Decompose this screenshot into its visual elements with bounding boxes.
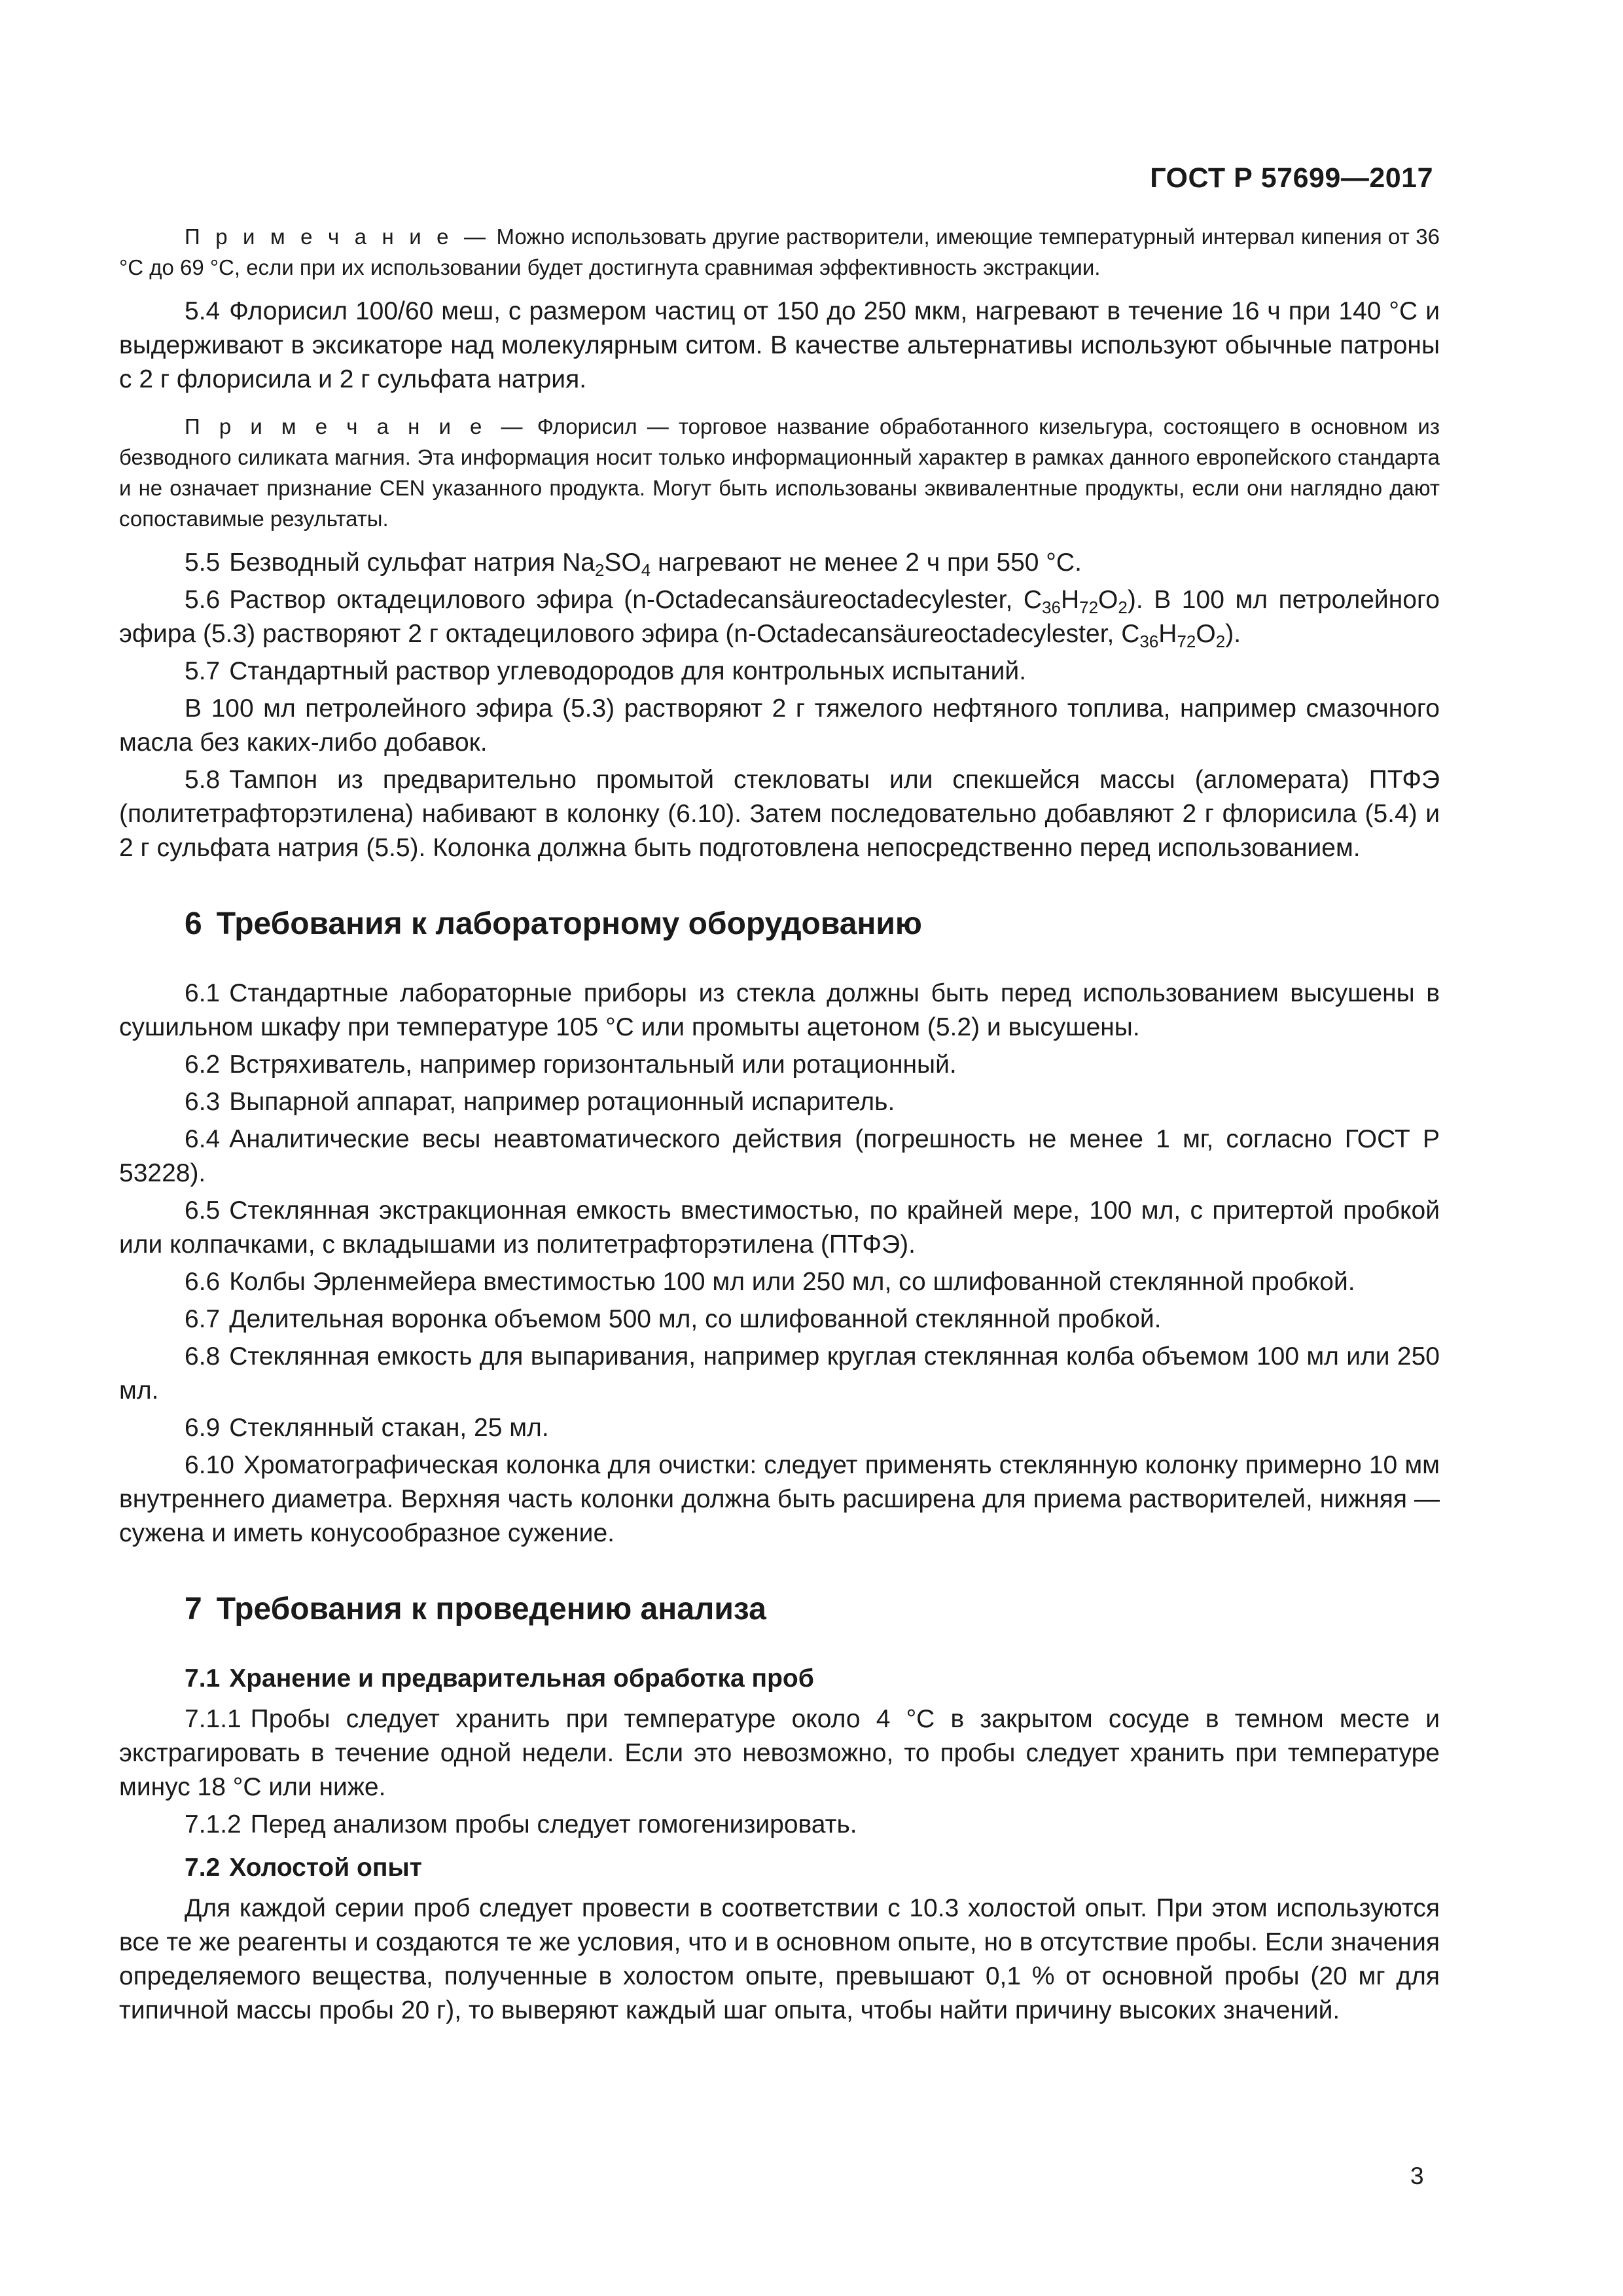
clause-text: ). В 100 мл петролейного эфира (5.3) растворяют 2 г октадецилового эфира (n-Octadecansäureoctadecylester, C <box>119 586 1440 648</box>
subscript: 36 <box>1139 632 1159 651</box>
section-title: Требования к проведению анализа <box>216 1592 766 1626</box>
clause-text: Перед анализом пробы следует гомогенизировать. <box>250 1810 857 1839</box>
subsection-7-1-heading <box>119 1662 1440 1696</box>
subsection-title: Холостой опыт <box>229 1854 422 1882</box>
subsection-title: Хранение и предварительная обработка проб <box>229 1664 814 1693</box>
clause-5-6 <box>119 583 1440 651</box>
note-text: Флорисил — торговое название обработанного кизельгура, состоящего в основном из безводного силиката магния. Эта информация носит только информационный характер в рамках данного европейского стандарта и не означает признание CEN указанного продукта. Могут быть использованы эквивалентные продукты, если они наглядно дают сопоставимые результаты. <box>119 414 1440 531</box>
subscript: 4 <box>641 560 651 580</box>
page-number: 3 <box>1410 2162 1424 2189</box>
note-solvents <box>119 221 1440 283</box>
note-florisil <box>119 411 1440 534</box>
note-text: Можно использовать другие растворители, имеющие температурный интервал кипения от 36 °C до 69 °C, если при их использовании будет достигнута сравнимая эффективность экстракции. <box>119 224 1440 279</box>
note-label: П р и м е ч а н и е — <box>185 414 527 439</box>
clause-text: Раствор октадецилового эфира (n-Octadecansäureoctadecylester, C <box>229 586 1043 614</box>
clause-6-2 <box>119 1048 1440 1082</box>
clause-text: Стеклянный стакан, 25 мл. <box>229 1414 549 1442</box>
clause-text: O <box>1098 586 1118 614</box>
clause-text: Выпарной аппарат, например ротационный испаритель. <box>229 1088 895 1116</box>
clause-text: Аналитические весы неавтоматического действия (погрешность не менее 1 мг, согласно ГОСТ Р 53228). <box>119 1125 1440 1187</box>
clause-number: 6.1 <box>185 979 221 1007</box>
section-title: Требования к лабораторному оборудованию <box>216 906 922 941</box>
subscript: 36 <box>1042 598 1061 617</box>
clause-6-3 <box>119 1085 1440 1119</box>
clause-number: 5.5 <box>185 548 221 577</box>
clause-5-8 <box>119 763 1440 865</box>
section-number: 6 <box>185 906 202 941</box>
clause-text: Встряхиватель, например горизонтальный или ротационный. <box>229 1050 957 1079</box>
subscript: 72 <box>1079 598 1099 617</box>
clause-7-1-1 <box>119 1702 1440 1804</box>
clause-6-5 <box>119 1194 1440 1262</box>
clause-5-5 <box>119 546 1440 580</box>
subscript: 72 <box>1177 632 1196 651</box>
clause-6-4 <box>119 1122 1440 1191</box>
subsection-7-2-heading <box>119 1851 1440 1885</box>
clause-7-2-body: Для каждой серии проб следует провести в соответствии с 10.3 холостой опыт. При этом используются все те же реагенты и создаются те же условия, что и в основном опыте, но в отсутствие пробы. Если значения определяемого вещества, полученные в холостом опыте, превышают 0,1 % от основной пробы (20 мг для типичной массы пробы 20 г), то выверяют каждый шаг опыта, чтобы найти причину высоких значений. <box>119 1894 1440 2024</box>
clause-text: Стандартные лабораторные приборы из стекла должны быть перед использованием высушены в сушильном шкафу при температуре 105 °C или промыты ацетоном (5.2) и высушены. <box>119 979 1440 1041</box>
clause-text: Стеклянная емкость для выпаривания, например круглая стеклянная колба объемом 100 мл или 250 мл. <box>119 1342 1440 1405</box>
subscript: 2 <box>1118 598 1128 617</box>
clause-text: Безводный сульфат натрия Na <box>229 548 595 577</box>
clause-number: 5.6 <box>185 586 221 614</box>
clause-6-6 <box>119 1265 1440 1299</box>
clause-6-1 <box>119 977 1440 1045</box>
section-6-heading <box>119 905 1440 944</box>
clause-text: Стандартный раствор углеводородов для контрольных испытаний. <box>229 657 1027 685</box>
clause-text: Флорисил 100/60 меш, с размером частиц от 150 до 250 мкм, нагревают в течение 16 ч при 140 °C и выдерживают в эксикаторе над молекулярным ситом. В качестве альтернативы используют обычные патроны с 2 г флорисила и 2 г сульфата натрия. <box>119 297 1440 393</box>
clause-number: 6.6 <box>185 1268 221 1296</box>
clause-text: ). <box>1225 620 1241 648</box>
subsection-number: 7.1 <box>185 1664 221 1693</box>
clause-number: 5.4 <box>185 297 221 325</box>
clause-number: 6.5 <box>185 1196 221 1225</box>
section-6-list <box>119 977 1440 1551</box>
clause-number: 6.3 <box>185 1088 221 1116</box>
page-body <box>119 221 1440 2031</box>
clause-number: 7.1.2 <box>185 1810 241 1839</box>
subscript: 2 <box>594 560 605 580</box>
clause-text: Тампон из предварительно промытой стекловаты или спекшейся массы (агломерата) ПТФЭ (политетрафторэтилена) набивают в колонку (6.10). Затем последовательно добавляют 2 г флорисила (5.4) и 2 г сульфата натрия (5.5). Колонка должна быть подготовлена непосредственно перед использованием. <box>119 766 1440 862</box>
clause-text: Колбы Эрленмейера вместимостью 100 мл или 250 мл, со шлифованной стеклянной пробкой. <box>229 1268 1355 1296</box>
clause-6-10 <box>119 1448 1440 1551</box>
clause-text: H <box>1158 620 1177 648</box>
section-number: 7 <box>185 1592 202 1626</box>
note-label: П р и м е ч а н и е — <box>185 224 491 249</box>
clause-number: 5.7 <box>185 657 221 685</box>
clause-6-7 <box>119 1302 1440 1336</box>
clause-5-7 <box>119 655 1440 689</box>
clause-number: 5.8 <box>185 766 221 794</box>
clause-6-9 <box>119 1411 1440 1445</box>
standard-designation: ГОСТ Р 57699—2017 <box>1150 162 1433 194</box>
clause-number: 6.8 <box>185 1342 221 1371</box>
clause-text: Хроматографическая колонка для очистки: следует применять стеклянную колонку примерно 10 мм внутреннего диаметра. Верхняя часть колонки должна быть расширена для приема растворителей, нижняя — сужена и иметь конусообразное сужение. <box>119 1451 1440 1547</box>
clause-6-8 <box>119 1340 1440 1408</box>
clause-text: O <box>1196 620 1216 648</box>
clause-text: Пробы следует хранить при температуре около 4 °C в закрытом сосуде в темном месте и экстрагировать в течение одной недели. Если это невозможно, то пробы следует хранить при температуре минус 18 °C или ниже. <box>119 1705 1440 1801</box>
clause-5-4 <box>119 295 1440 397</box>
clause-5-7-body: В 100 мл петролейного эфира (5.3) растворяют 2 г тяжелого нефтяного топлива, например смазочного масла без каких-либо добавок. <box>119 694 1440 757</box>
clause-number: 6.2 <box>185 1050 221 1079</box>
section-7-heading <box>119 1590 1440 1629</box>
clause-text: Стеклянная экстракционная емкость вместимостью, по крайней мере, 100 мл, с притертой пробкой или колпачками, с вкладышами из политетрафторэтилена (ПТФЭ). <box>119 1196 1440 1259</box>
clause-number: 6.4 <box>185 1125 221 1153</box>
clause-number: 6.10 <box>185 1451 234 1479</box>
clause-text: нагревают не менее 2 ч при 550 °C. <box>651 548 1082 577</box>
clause-number: 6.9 <box>185 1414 221 1442</box>
subscript: 2 <box>1215 632 1226 651</box>
clause-7-1-2 <box>119 1808 1440 1842</box>
clause-number: 7.1.1 <box>185 1705 241 1733</box>
clause-number: 6.7 <box>185 1305 221 1333</box>
clause-text: SO <box>604 548 641 577</box>
clause-text: H <box>1060 586 1080 614</box>
subsection-number: 7.2 <box>185 1854 221 1882</box>
clause-text: Делительная воронка объемом 500 мл, со шлифованной стеклянной пробкой. <box>229 1305 1162 1333</box>
